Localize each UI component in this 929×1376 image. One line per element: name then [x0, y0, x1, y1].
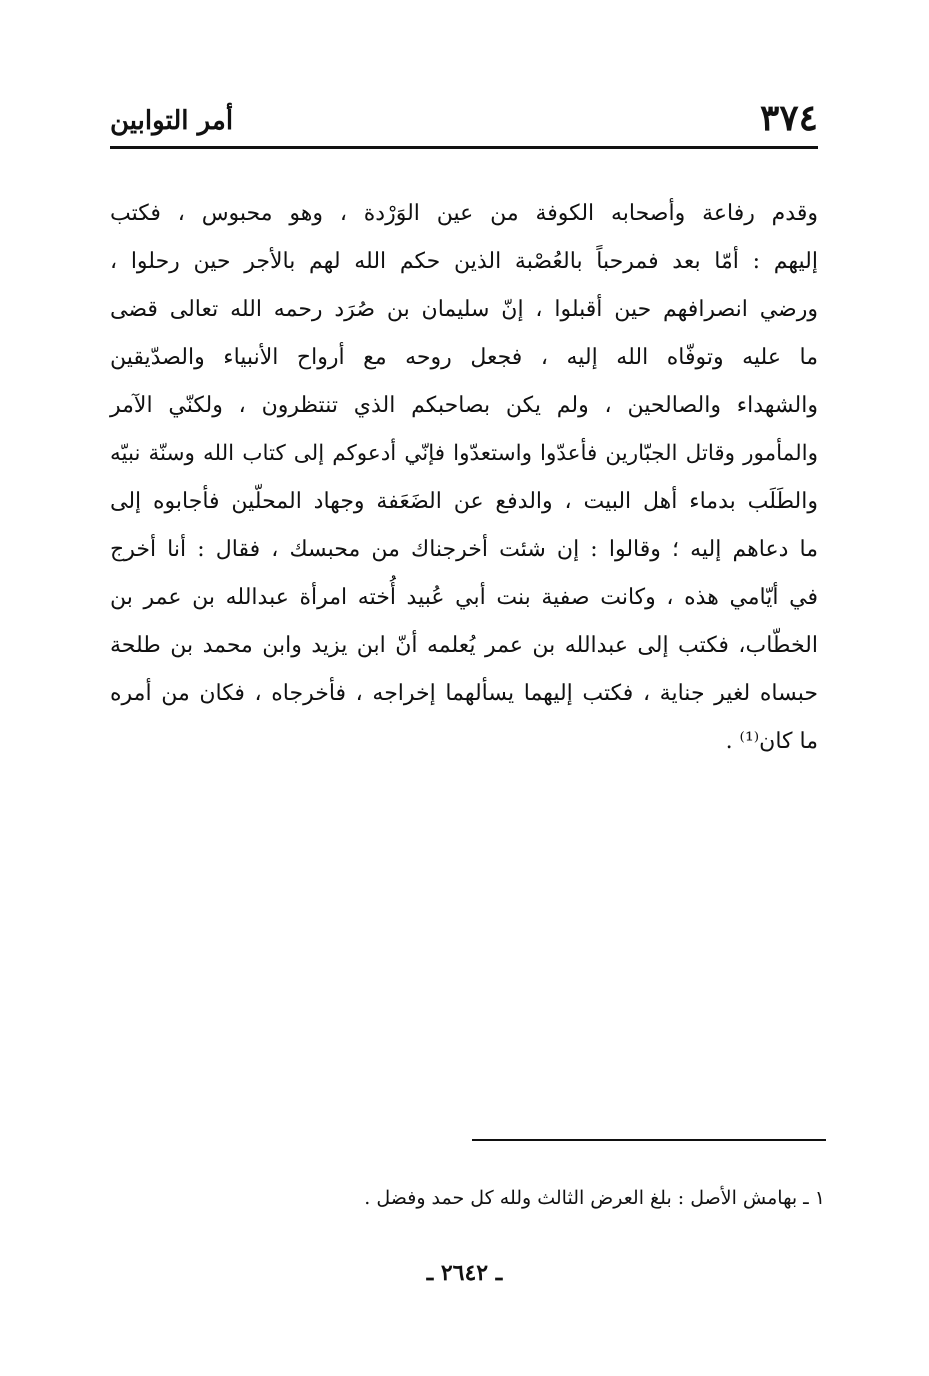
footnote-rule [472, 1139, 826, 1141]
body-line: الخطّاب، فكتب إلى عبدالله بن عمر يُعلمه أنّ ابن يزيد وابن محمد بن طلحة [110, 633, 818, 658]
body-line: وقدم رفاعة وأصحابه الكوفة من عين الوَرْدة ، وهو محبوس ، فكتب [110, 201, 818, 226]
header-rule [110, 146, 818, 149]
page-number: ٣٧٤ [759, 97, 818, 139]
body-line: إليهم : أمّا بعد فمرحباً بالعُصْبة الذين حكم الله لهم بالأجر حين رحلوا ، [110, 249, 818, 274]
footnote: ١ ـ بهامش الأصل : بلغ العرض الثالث ولله كل حمد وفضل . [364, 1187, 825, 1209]
body-line: والشهداء والصالحين ، ولم يكن بصاحبكم الذي تنتظرون ، ولكنّي الآمر [110, 393, 818, 418]
body-line: ما دعاهم إليه ؛ وقالوا : إن شئت أخرجناك من محبسك ، فقال : أنا أخرج [110, 537, 818, 562]
body-line: في أيّامي هذه ، وكانت صفية بنت أبي عُبيد أُخته امرأة عبدالله بن عمر بن [110, 585, 818, 610]
body-text [110, 190, 818, 766]
body-line: ما كان⁽¹⁾ . [725, 729, 818, 754]
body-line: ورضي انصرافهم حين أقبلوا ، إنّ سليمان بن صُرَد رحمه الله تعالى قضى [110, 297, 818, 322]
running-title: أمر التوابين [110, 106, 234, 136]
body-line: والطَلَب بدماء أهل البيت ، والدفع عن الضَعَفة وجهاد المحلّين فأجابوه إلى [110, 489, 818, 514]
print-page-number: ـ ٢٦٤٢ ـ [426, 1260, 503, 1286]
body-line: ما عليه وتوفّاه الله إليه ، فجعل روحه مع أرواح الأنبياء والصدّيقين [110, 345, 818, 370]
body-line: والمأمور وقاتل الجبّارين فأعدّوا واستعدّوا فإنّي أدعوكم إلى كتاب الله وسنّة نبيّه [110, 441, 818, 466]
page-header [110, 92, 818, 142]
body-line: حبساه لغير جناية ، فكتب إليهما يسألهما إخراجه ، فأخرجاه ، فكان من أمره [110, 681, 818, 706]
